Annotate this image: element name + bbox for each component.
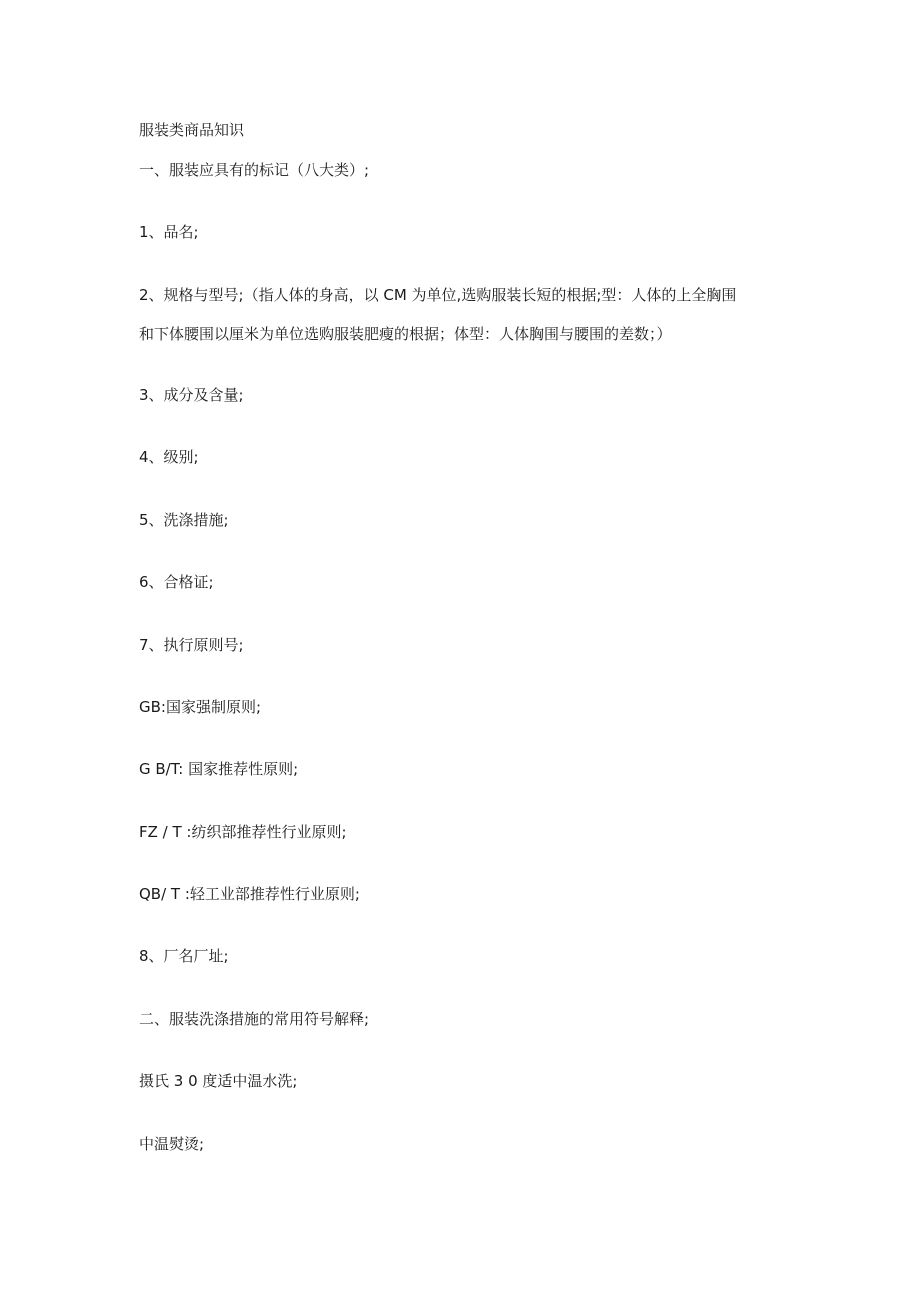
- symbol-iron-medium: 中温熨烫;: [139, 1135, 205, 1153]
- document-title: 服装类商品知识: [139, 121, 245, 139]
- section-heading-symbols: 二、服装洗涤措施的常用符号解释;: [139, 1010, 370, 1028]
- list-item-size-line2: 和下体腰围以厘米为单位选购服装肥瘦的根据；体型：人体胸围与腰围的差数；）: [139, 325, 672, 343]
- list-item-certificate: 6、合格证;: [139, 573, 214, 591]
- standard-fzt: FZ / T :纺织部推荐性行业原则;: [139, 823, 347, 841]
- standard-qbt: QB/ T :轻工业部推荐性行业原则;: [139, 885, 360, 903]
- list-item-name: 1、品名;: [139, 223, 199, 241]
- symbol-wash-30: 摄氏 3 0 度适中温水洗;: [139, 1072, 298, 1090]
- list-item-standard: 7、执行原则号;: [139, 636, 244, 654]
- list-item-manufacturer: 8、厂名厂址;: [139, 947, 229, 965]
- section-heading-marks: 一、服装应具有的标记（八大类）;: [139, 161, 370, 179]
- standard-gbt: G B/T: 国家推荐性原则;: [139, 760, 299, 778]
- list-item-washing: 5、洗涤措施;: [139, 511, 229, 529]
- standard-gb: GB:国家强制原则;: [139, 698, 262, 716]
- list-item-composition: 3、成分及含量;: [139, 386, 244, 404]
- list-item-grade: 4、级别;: [139, 448, 199, 466]
- list-item-size-line1: 2、规格与型号;（指人体的身高，以 CM 为单位,选购服装长短的根据;型：人体的上全胸围: [139, 286, 737, 304]
